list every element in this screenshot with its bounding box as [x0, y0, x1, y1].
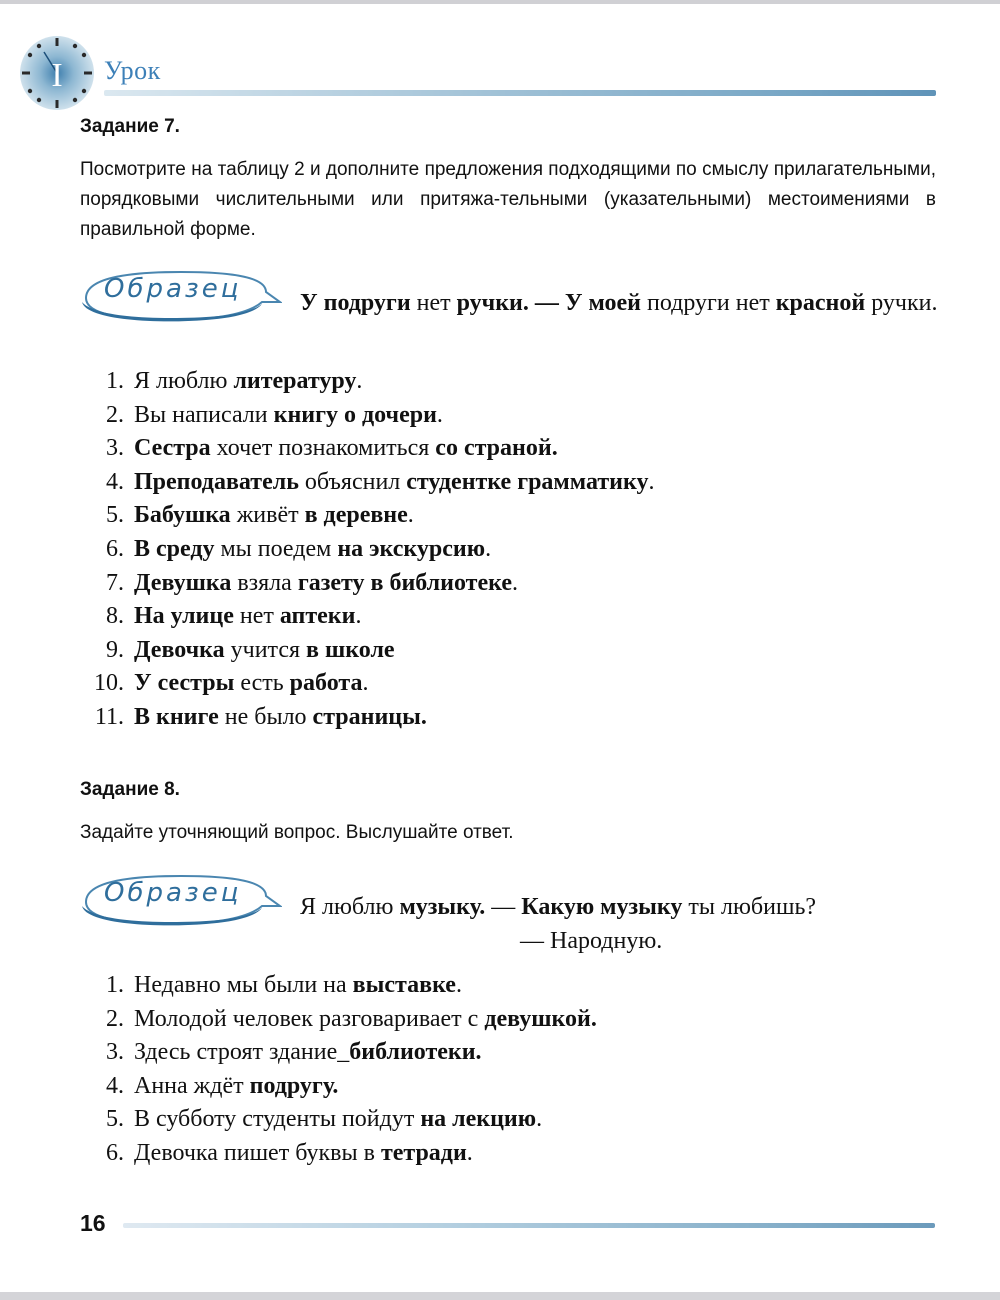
list-item	[90, 466, 654, 500]
item-number: 5.	[106, 1106, 124, 1133]
bold-fragment: подругу.	[249, 1072, 339, 1099]
item-sentence	[134, 1036, 482, 1070]
item-number: 1.	[106, 972, 124, 998]
page-top-border	[0, 0, 1000, 4]
lesson-numeral: I	[51, 57, 63, 94]
bold-fragment: страницы.	[312, 703, 427, 730]
bold-fragment: В книге	[134, 703, 219, 730]
item-sentence	[134, 1003, 597, 1037]
list-item	[90, 567, 654, 601]
bold-fragment: работа	[289, 670, 363, 697]
bold-fragment: газету в библиотеке	[297, 569, 512, 596]
text-fragment: подруги нет	[641, 290, 776, 316]
header-rule	[104, 90, 936, 96]
item-number: 3.	[106, 1039, 124, 1066]
bold-fragment: на лекцию	[420, 1106, 537, 1133]
item-number: 2.	[106, 401, 124, 428]
task7-instruction: Посмотрите на таблицу 2 и дополните предложения подходящими по смыслу прилагательными, порядковыми числительными или притяжа-тельными (указательными) местоимениями в правильной форме.	[80, 159, 936, 240]
item-sentence	[134, 399, 443, 433]
task7-title: Задание 7.	[80, 116, 180, 137]
bold-fragment: На улице	[134, 603, 234, 630]
text-fragment: Я люблю	[134, 368, 234, 394]
text-fragment: —	[485, 894, 522, 920]
text-fragment: .	[436, 401, 443, 428]
item-number: 4.	[106, 1072, 124, 1099]
task7-example	[300, 286, 940, 320]
bold-fragment: библиотеки.	[349, 1039, 482, 1066]
list-item	[90, 667, 654, 701]
bold-fragment: выставке	[352, 972, 456, 998]
item-sentence	[134, 1137, 473, 1171]
bold-fragment: У подруги	[300, 290, 411, 316]
bold-fragment: тетради	[380, 1139, 467, 1166]
task7-list	[90, 365, 654, 735]
bold-fragment: музыку.	[399, 894, 486, 920]
text-fragment: Вы написали	[134, 401, 274, 428]
sample-label: Образец	[104, 274, 242, 304]
bold-fragment: Девушка	[134, 569, 232, 596]
text-fragment: взяла	[231, 569, 298, 596]
text-fragment: .	[466, 1139, 473, 1166]
item-sentence	[134, 1070, 338, 1104]
text-fragment: .	[355, 603, 362, 630]
bold-fragment: Бабушка	[134, 502, 231, 529]
text-fragment: .	[485, 535, 492, 562]
bold-fragment: литературу	[233, 368, 357, 394]
text-fragment: нет	[233, 603, 280, 630]
list-item	[90, 1103, 597, 1137]
list-item	[90, 969, 597, 1003]
list-item	[90, 365, 654, 399]
list-item	[90, 499, 654, 533]
page-number: 16	[80, 1210, 106, 1236]
text-fragment: Девочка пишет буквы в	[134, 1139, 381, 1166]
lesson-header	[18, 34, 948, 114]
item-number: 6.	[106, 535, 124, 562]
clock-icon	[18, 34, 96, 112]
bold-fragment: У сестры	[134, 670, 235, 697]
item-number: 5.	[106, 502, 124, 529]
list-item	[90, 1036, 597, 1070]
bold-fragment: У моей	[564, 290, 641, 316]
bold-fragment: В среду	[134, 535, 215, 562]
task8-example-line2	[300, 924, 816, 958]
task8-title: Задание 8.	[80, 779, 180, 800]
bold-fragment: в деревне	[304, 502, 408, 529]
bold-fragment: в школе	[306, 636, 395, 663]
text-fragment: Я люблю	[300, 894, 400, 920]
list-item	[90, 600, 654, 634]
bold-fragment: —	[528, 290, 565, 316]
item-sentence	[134, 533, 491, 567]
text-fragment: мы поедем	[214, 535, 338, 562]
text-fragment: учится	[224, 636, 307, 663]
bold-fragment: Преподаватель	[134, 468, 299, 495]
sample-label: Образец	[104, 878, 242, 908]
list-item	[90, 634, 654, 668]
text-fragment: есть	[234, 670, 290, 697]
item-number: 9.	[106, 636, 124, 663]
text-fragment: .	[648, 468, 655, 495]
text-fragment: Здесь строят здание_	[134, 1039, 350, 1066]
item-sentence	[134, 667, 368, 701]
lesson-label: Урок	[104, 56, 161, 85]
item-sentence	[134, 499, 414, 533]
text-fragment: .	[356, 368, 363, 394]
footer-rule	[123, 1223, 935, 1228]
text-fragment: .	[407, 502, 414, 529]
item-sentence	[134, 466, 654, 500]
bold-fragment: Сестра	[134, 435, 211, 462]
item-number: 4.	[106, 468, 124, 495]
list-item	[90, 701, 654, 735]
text-fragment: Недавно мы были на	[134, 972, 353, 998]
text-fragment: .	[362, 670, 369, 697]
list-item	[90, 1137, 597, 1171]
task8-example-line1	[300, 890, 816, 924]
bold-fragment: на экскурсию	[337, 535, 486, 562]
item-number: 7.	[106, 569, 124, 596]
text-fragment: ручки.	[865, 290, 938, 316]
text-fragment: Молодой человек разговаривает с	[134, 1005, 485, 1032]
task8-instruction: Задайте уточняющий вопрос. Выслушайте ответ.	[80, 822, 514, 843]
list-item	[90, 1003, 597, 1037]
item-number: 8.	[106, 603, 124, 630]
item-sentence	[134, 432, 558, 466]
page-bottom-border	[0, 1292, 1000, 1300]
text-fragment: не было	[218, 703, 313, 730]
task8-sample-badge	[76, 872, 282, 928]
text-fragment: .	[536, 1106, 543, 1133]
bold-fragment: книгу о дочери	[273, 401, 437, 428]
item-number: 6.	[106, 1139, 124, 1166]
item-sentence	[134, 701, 427, 735]
text-fragment: ты любишь?	[682, 894, 817, 920]
list-item	[90, 1070, 597, 1104]
bold-fragment: аптеки	[279, 603, 356, 630]
text-fragment: хочет познакомиться	[210, 435, 436, 462]
item-number: 1.	[106, 368, 124, 394]
bold-fragment: девушкой.	[484, 1005, 597, 1032]
text-fragment: нет	[410, 290, 457, 316]
list-item	[90, 533, 654, 567]
bold-fragment: Какую музыку	[521, 894, 683, 920]
task8-example	[300, 890, 816, 958]
bold-fragment: со страной.	[435, 435, 558, 462]
bold-fragment: Девочка	[134, 636, 225, 663]
bold-fragment: красной	[775, 290, 866, 316]
text-fragment: Анна ждёт	[134, 1072, 250, 1099]
task7-sample-badge	[76, 268, 282, 324]
task8-list	[90, 969, 597, 1171]
item-sentence	[134, 969, 462, 1003]
item-sentence	[134, 600, 361, 634]
item-sentence	[134, 365, 362, 399]
item-number: 3.	[106, 435, 124, 462]
item-sentence	[134, 634, 395, 668]
item-sentence	[134, 1103, 542, 1137]
bold-fragment: ручки.	[456, 290, 529, 316]
item-number: 2.	[106, 1005, 124, 1032]
list-item	[90, 432, 654, 466]
item-number: 10.	[94, 670, 124, 697]
bold-fragment: студентке грамматику	[406, 468, 649, 495]
item-number: 11.	[94, 703, 124, 730]
item-sentence	[134, 567, 518, 601]
text-fragment: — Народную.	[520, 928, 663, 954]
text-fragment: .	[511, 569, 518, 596]
text-fragment: объяснил	[298, 468, 407, 495]
text-fragment: живёт	[230, 502, 305, 529]
text-fragment: В субботу студенты пойдут	[134, 1106, 421, 1133]
list-item	[90, 399, 654, 433]
text-fragment: .	[455, 972, 462, 998]
